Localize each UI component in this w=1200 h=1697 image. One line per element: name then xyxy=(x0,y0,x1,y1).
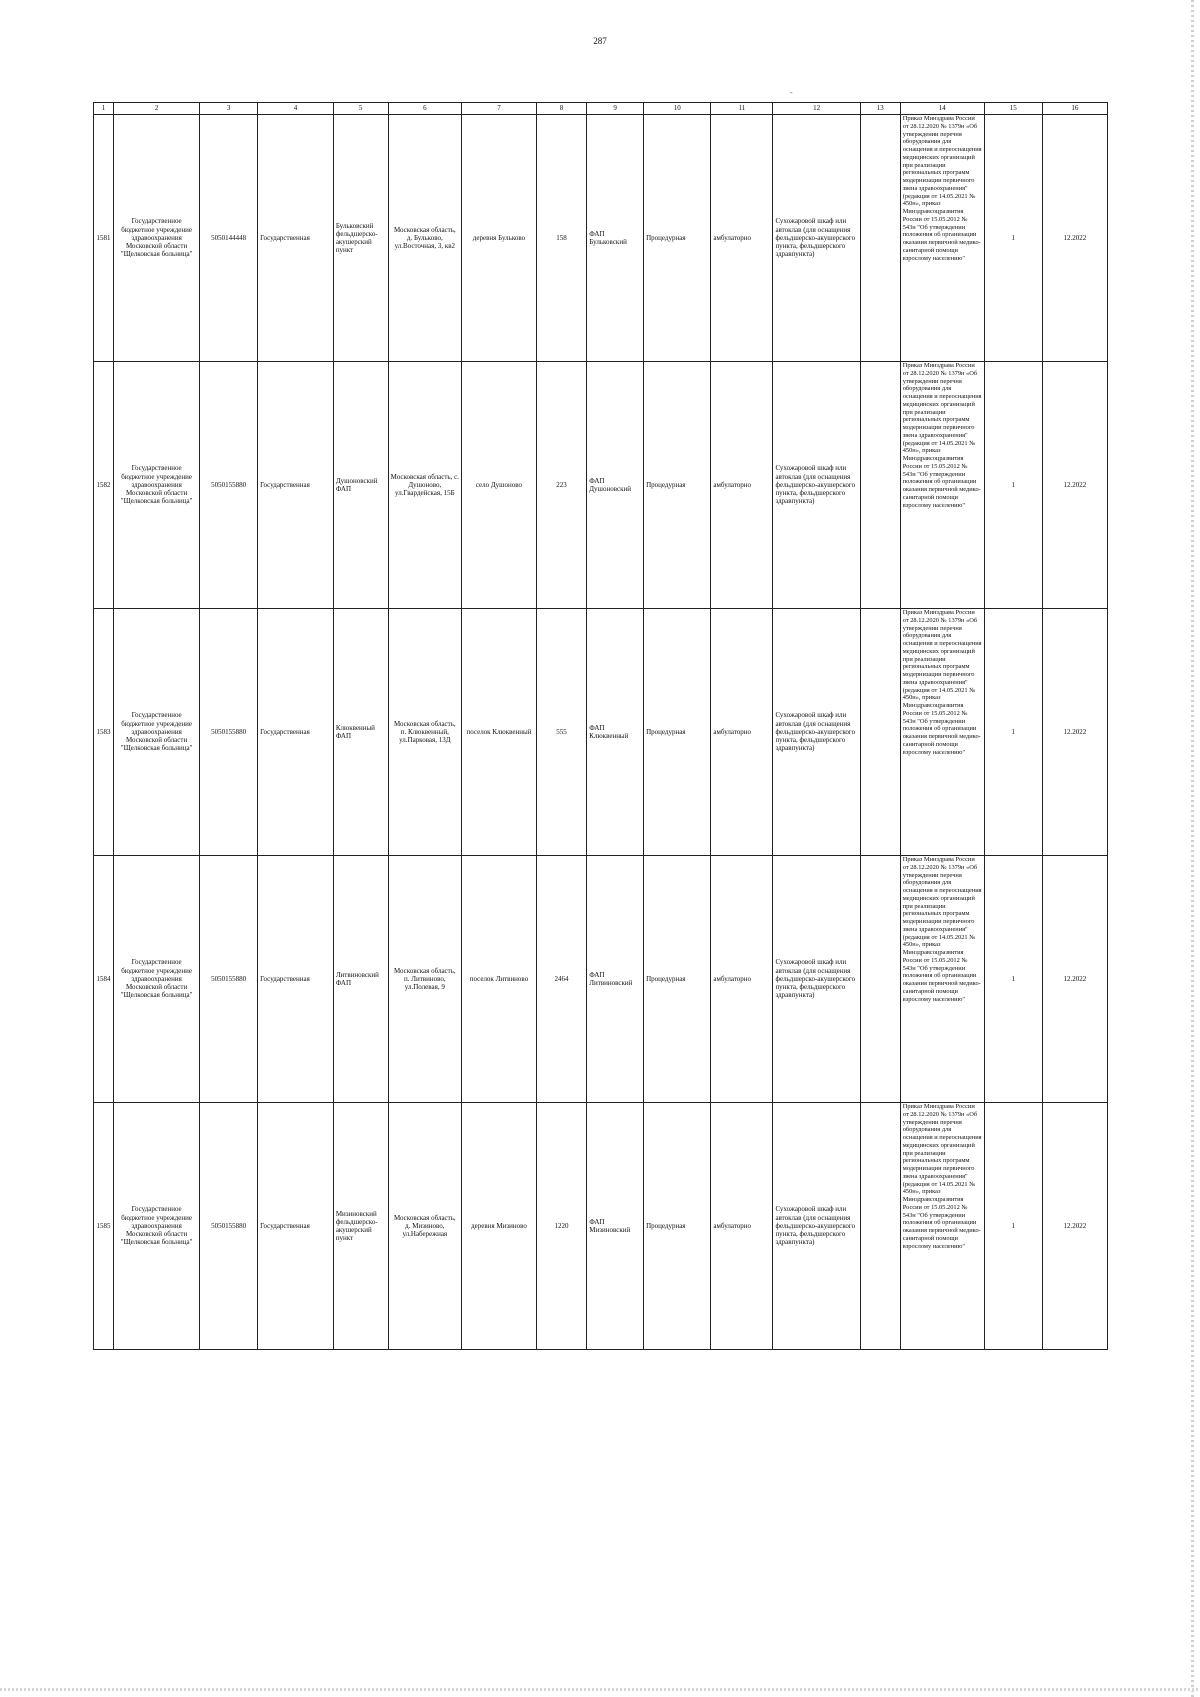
settlement-name: поселок Литвиново xyxy=(462,856,537,1103)
equipment-name: Сухожаровой шкаф или автоклав (для оснащения фельдшерско-акушерского пункта, фельдшерского здравпункта) xyxy=(773,1103,860,1350)
unit-address: Московская область, п. Литвиново, ул.Полевая, 9 xyxy=(388,856,462,1103)
population-count: 223 xyxy=(536,362,586,609)
organization-inn: 5050144448 xyxy=(200,115,258,362)
unit-address: Московская область, с. Душоново, ул.Гвардейская, 15Б xyxy=(388,362,462,609)
organization-name: Государственное бюджетное учреждение здравоохранения Московской области "Щелковская больница" xyxy=(113,856,199,1103)
room-type: Процедурная xyxy=(644,856,711,1103)
room-type: Процедурная xyxy=(644,362,711,609)
care-condition: амбулаторно xyxy=(711,362,773,609)
delivery-date: 12.2022 xyxy=(1042,609,1107,856)
organization-inn: 5050155880 xyxy=(200,609,258,856)
column-13-value xyxy=(860,362,900,609)
fap-name: ФАП Мизиновский xyxy=(587,1103,644,1350)
legal-basis: Приказ Минздрава России от 28.12.2020 № 1379н «Об утверждении перечня оборудования для оснащения и переоснащения медицинских организаций при реализации региональных программ модернизации первичного звена здравоохранения"(редакция от 14.05.2021 № 450н», приказ Минздравсоцразвития России от 15.05.2012 № 543н "Об утверждении положения об организации оказания первичной медико-санитарной помощи взрослому населению" xyxy=(900,609,984,856)
unit-name: Мизиновский фельдшерско-акушерский пункт xyxy=(333,1103,388,1350)
population-count: 1220 xyxy=(536,1103,586,1350)
legal-basis: Приказ Минздрава России от 28.12.2020 № 1379н «Об утверждении перечня оборудования для оснащения и переоснащения медицинских организаций при реализации региональных программ модернизации первичного звена здравоохранения"(редакция от 14.05.2021 № 450н», приказ Минздравсоцразвития России от 15.05.2012 № 543н "Об утверждении положения об организации оказания первичной медико-санитарной помощи взрослому населению" xyxy=(900,362,984,609)
ownership-form: Государственная xyxy=(258,856,334,1103)
organization-inn: 5050155880 xyxy=(200,1103,258,1350)
settlement-name: деревня Бульково xyxy=(462,115,537,362)
equipment-name: Сухожаровой шкаф или автоклав (для оснащения фельдшерско-акушерского пункта, фельдшерского здравпункта) xyxy=(773,115,860,362)
column-number: 4 xyxy=(258,103,334,115)
delivery-date: 12.2022 xyxy=(1042,1103,1107,1350)
population-count: 2464 xyxy=(536,856,586,1103)
table-row xyxy=(94,856,1108,1103)
care-condition: амбулаторно xyxy=(711,115,773,362)
settlement-name: поселок Клюквенный xyxy=(462,609,537,856)
ownership-form: Государственная xyxy=(258,1103,334,1350)
column-number: 13 xyxy=(860,103,900,115)
column-number-row xyxy=(94,103,1108,115)
row-number: 1583 xyxy=(94,609,114,856)
row-number: 1581 xyxy=(94,115,114,362)
care-condition: амбулаторно xyxy=(711,609,773,856)
organization-name: Государственное бюджетное учреждение здравоохранения Московской области "Щелковская больница" xyxy=(113,609,199,856)
column-number: 16 xyxy=(1042,103,1107,115)
quantity: 1 xyxy=(984,1103,1042,1350)
column-number: 6 xyxy=(388,103,462,115)
page-number: 287 xyxy=(593,36,607,46)
table-row xyxy=(94,362,1108,609)
unit-name: Литвиновский ФАП xyxy=(333,856,388,1103)
column-number: 5 xyxy=(333,103,388,115)
equipment-name: Сухожаровой шкаф или автоклав (для оснащения фельдшерско-акушерского пункта, фельдшерского здравпункта) xyxy=(773,856,860,1103)
ownership-form: Государственная xyxy=(258,115,334,362)
legal-basis: Приказ Минздрава России от 28.12.2020 № 1379н «Об утверждении перечня оборудования для оснащения и переоснащения медицинских организаций при реализации региональных программ модернизации первичного звена здравоохранения"(редакция от 14.05.2021 № 450н», приказ Минздравсоцразвития России от 15.05.2012 № 543н "Об утверждении положения об организации оказания первичной медико-санитарной помощи взрослому населению" xyxy=(900,1103,984,1350)
column-13-value xyxy=(860,609,900,856)
population-count: 555 xyxy=(536,609,586,856)
organization-inn: 5050155880 xyxy=(200,362,258,609)
organization-name: Государственное бюджетное учреждение здравоохранения Московской области "Щелковская больница" xyxy=(113,115,199,362)
legal-basis: Приказ Минздрава России от 28.12.2020 № 1379н «Об утверждении перечня оборудования для оснащения и переоснащения медицинских организаций при реализации региональных программ модернизации первичного звена здравоохранения"(редакция от 14.05.2021 № 450н», приказ Минздравсоцразвития России от 15.05.2012 № 543н "Об утверждении положения об организации оказания первичной медико-санитарной помощи взрослому населению" xyxy=(900,856,984,1103)
table-row xyxy=(94,1103,1108,1350)
quantity: 1 xyxy=(984,856,1042,1103)
ownership-form: Государственная xyxy=(258,362,334,609)
row-number: 1585 xyxy=(94,1103,114,1350)
column-number: 2 xyxy=(113,103,199,115)
delivery-date: 12.2022 xyxy=(1042,856,1107,1103)
ownership-form: Государственная xyxy=(258,609,334,856)
settlement-name: село Душоново xyxy=(462,362,537,609)
column-number: 7 xyxy=(462,103,537,115)
column-number: 1 xyxy=(94,103,114,115)
table-row xyxy=(94,115,1108,362)
fap-name: ФАП Бульковский xyxy=(587,115,644,362)
column-number: 14 xyxy=(900,103,984,115)
unit-name: Клюквенный ФАП xyxy=(333,609,388,856)
column-number: 9 xyxy=(587,103,644,115)
unit-address: Московская область, д. Мизиново, ул.Набережная xyxy=(388,1103,462,1350)
organization-name: Государственное бюджетное учреждение здравоохранения Московской области "Щелковская больница" xyxy=(113,362,199,609)
quantity: 1 xyxy=(984,609,1042,856)
unit-address: Московская область, д. Бульково, ул.Восточная, 3, кв2 xyxy=(388,115,462,362)
column-number: 3 xyxy=(200,103,258,115)
quantity: 1 xyxy=(984,115,1042,362)
care-condition: амбулаторно xyxy=(711,1103,773,1350)
equipment-name: Сухожаровой шкаф или автоклав (для оснащения фельдшерско-акушерского пункта, фельдшерского здравпункта) xyxy=(773,609,860,856)
equipment-name: Сухожаровой шкаф или автоклав (для оснащения фельдшерско-акушерского пункта, фельдшерского здравпункта) xyxy=(773,362,860,609)
column-number: 10 xyxy=(644,103,711,115)
unit-address: Московская область, п. Клюквенный, ул.Парковая, 13Д xyxy=(388,609,462,856)
row-number: 1584 xyxy=(94,856,114,1103)
table-row xyxy=(94,609,1108,856)
organization-name: Государственное бюджетное учреждение здравоохранения Московской области "Щелковская больница" xyxy=(113,1103,199,1350)
equipment-table xyxy=(93,102,1108,1350)
delivery-date: 12.2022 xyxy=(1042,362,1107,609)
scan-edge-artifact xyxy=(1191,0,1194,1697)
column-number: 12 xyxy=(773,103,860,115)
organization-inn: 5050155880 xyxy=(200,856,258,1103)
care-condition: амбулаторно xyxy=(711,856,773,1103)
fap-name: ФАП Душоновский xyxy=(587,362,644,609)
quantity: 1 xyxy=(984,362,1042,609)
column-number: 8 xyxy=(536,103,586,115)
population-count: 158 xyxy=(536,115,586,362)
column-13-value xyxy=(860,856,900,1103)
room-type: Процедурная xyxy=(644,1103,711,1350)
corner-mark: - xyxy=(790,88,793,97)
column-13-value xyxy=(860,1103,900,1350)
settlement-name: деревня Мизиново xyxy=(462,1103,537,1350)
unit-name: Бульковский фельдшерско-акушерский пункт xyxy=(333,115,388,362)
row-number: 1582 xyxy=(94,362,114,609)
column-13-value xyxy=(860,115,900,362)
fap-name: ФАП Клюквенный xyxy=(587,609,644,856)
room-type: Процедурная xyxy=(644,115,711,362)
column-number: 11 xyxy=(711,103,773,115)
legal-basis: Приказ Минздрава России от 28.12.2020 № 1379н «Об утверждении перечня оборудования для оснащения и переоснащения медицинских организаций при реализации региональных программ модернизации первичного звена здравоохранения"(редакция от 14.05.2021 № 450н», приказ Минздравсоцразвития России от 15.05.2012 № 543н "Об утверждении положения об организации оказания первичной медико-санитарной помощи взрослому населению" xyxy=(900,115,984,362)
column-number: 15 xyxy=(984,103,1042,115)
delivery-date: 12.2022 xyxy=(1042,115,1107,362)
room-type: Процедурная xyxy=(644,609,711,856)
unit-name: Душоновский ФАП xyxy=(333,362,388,609)
fap-name: ФАП Литвиновский xyxy=(587,856,644,1103)
scan-bottom-artifact xyxy=(0,1688,1200,1691)
